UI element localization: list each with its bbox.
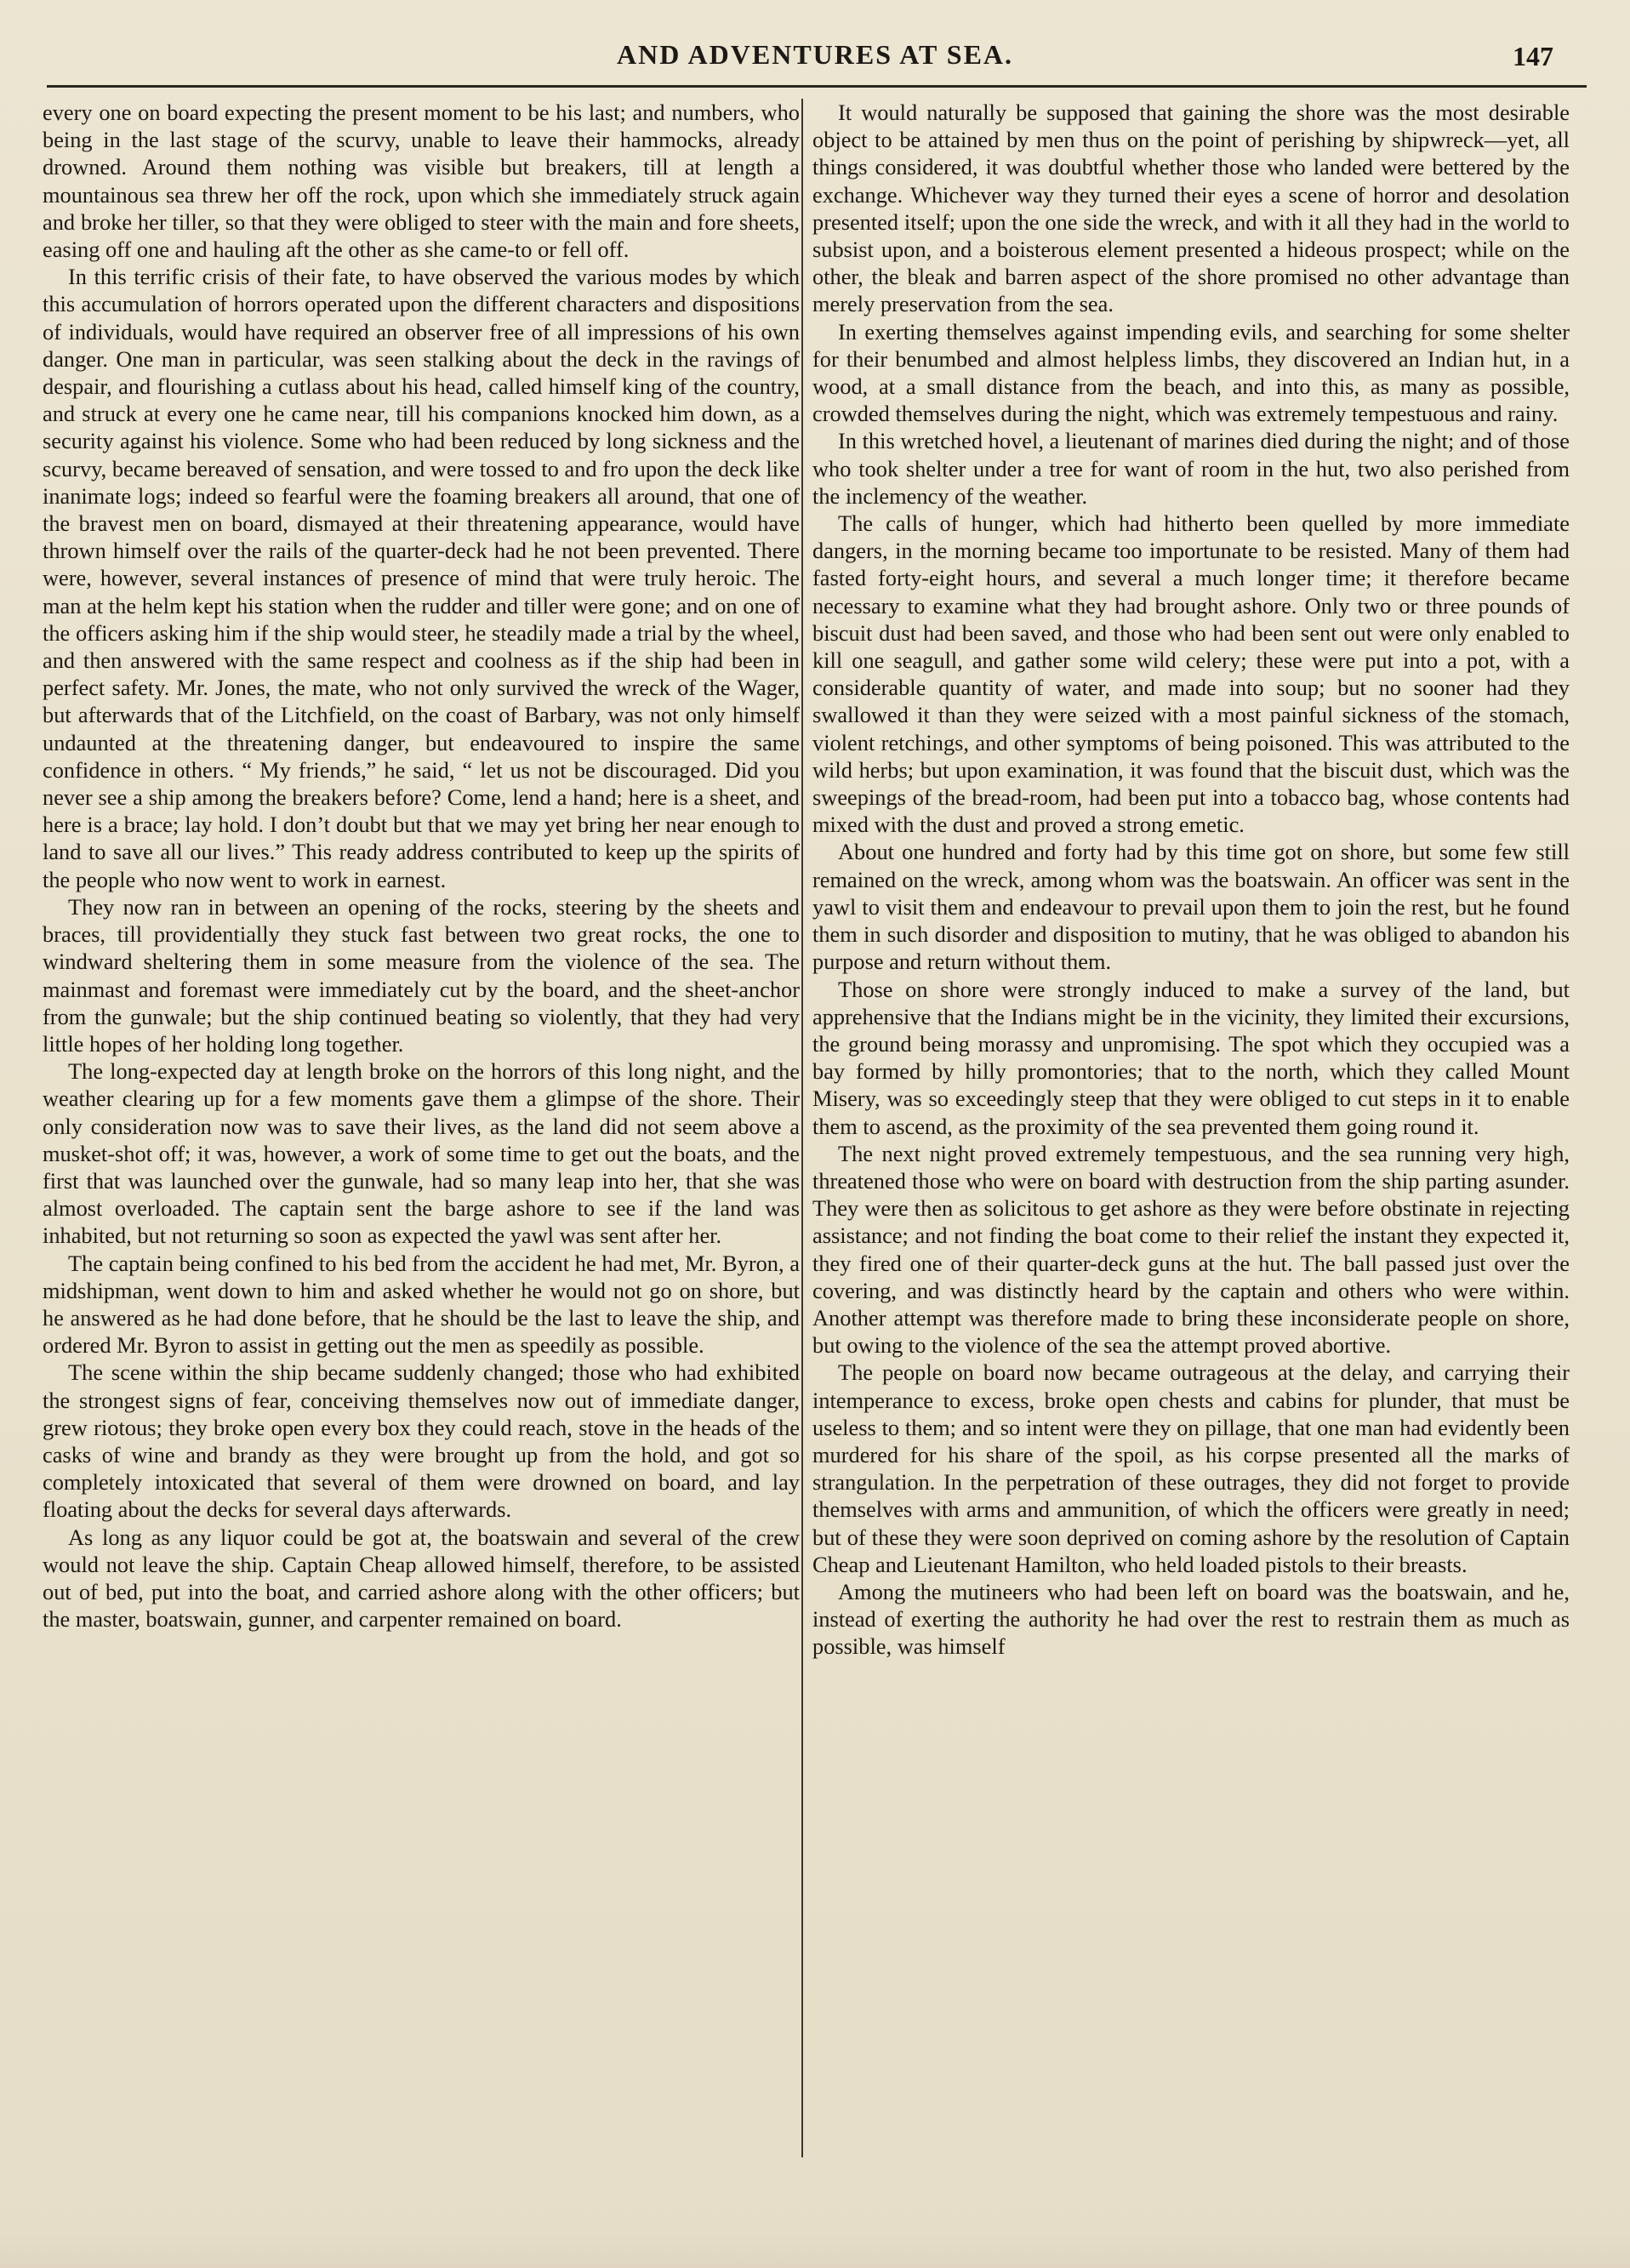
- paragraph: They now ran in between an opening of the rocks, steering by the sheets and braces, till providentially they stuck fast between two great rocks, the one to windward sheltering them in some measure from the violence of the sea. The mainmast and foremast were immediately cut by the board, and the sheet-anchor from the gunwale; but the ship continued beating so violently, that they had very little hopes of her holding long together.: [43, 893, 800, 1057]
- page-header: [0, 39, 1630, 73]
- paragraph: It would naturally be supposed that gaining the shore was the most desirable object to be attained by men thus on the point of perishing by shipwreck—yet, all things considered, it was doubtful whether those who landed were bettered by the exchange. Whichever way they turned their eyes a scene of horror and desolation presented itself; upon the one side the wreck, and with it all they had in the world to subsist upon, and a boisterous element presented a hideous prospect; while on the other, the bleak and barren aspect of the shore promised no other advantage than merely preservation from the sea.: [812, 100, 1570, 317]
- paragraph: The next night proved extremely tempestuous, and the sea running very high, threatened those who were on board with destruction from the ship parting asunder. They were then as solicitous to get ashore as they were before obstinate in rejecting assistance; and not finding the boat come to their relief the instant they expected it, they fired one of their quarter-deck guns at the hut. The ball passed just over the covering, and was distinctly heard by the captain and others who were within. Another attempt was therefore made to bring these inconsiderate people on shore, but owing to the violence of the sea the attempt proved abortive.: [812, 1140, 1570, 1359]
- page-number: 147: [1513, 41, 1553, 71]
- page-edge-shade: [0, 2234, 1630, 2268]
- paragraph: The long-expected day at length broke on the horrors of this long night, and the weather clearing up for a few moments gave them a glimpse of the shore. Their only consideration now was to save their lives, as the land did not seem above a musket-shot off; it was, however, a work of some time to get out the boats, and the first that was launched over the gunwale, had so many leap into her, that she was almost overloaded. The captain sent the barge ashore to see if the land was inhabited, but not returning so soon as expected the yawl was sent after her.: [43, 1058, 800, 1249]
- column-divider: [801, 99, 803, 2157]
- paragraph: As long as any liquor could be got at, the boatswain and several of the crew would not leave the ship. Captain Cheap allowed himself, therefore, to be assisted out of bed, put into the boat, and carried ashore along with the other officers; but the master, boatswain, gunner, and carpenter remained on board.: [43, 1524, 800, 1633]
- paragraph: About one hundred and forty had by this time got on shore, but some few still remained on the wreck, among whom was the boatswain. An officer was sent in the yawl to visit them and endeavour to prevail upon them to join the rest, but he found them in such disorder and disposition to mutiny, that he was obliged to abandon his purpose and return without them.: [812, 839, 1570, 975]
- paragraph: The scene within the ship became suddenly changed; those who had exhibited the strongest signs of fear, conceiving themselves now out of immediate danger, grew riotous; they broke open every box they could reach, stove in the heads of the casks of wine and brandy as they were brought up from the hold, and got so completely intoxicated that several of them were drowned on board, and lay floating about the decks for several days afterwards.: [43, 1359, 800, 1523]
- right-column: [812, 99, 1570, 2183]
- paragraph: every one on board expecting the present moment to be his last; and numbers, who being in the last stage of the scurvy, unable to leave their hammocks, already drowned. Around them nothing was visible but breakers, till at length a mountainous sea threw her off the rock, upon which she immediately struck again and broke her tiller, so that they were obliged to steer with the main and fore sheets, easing off one and hauling aft the other as she came-to or fell off.: [43, 100, 800, 263]
- paragraph: In exerting themselves against impending evils, and searching for some shelter for their benumbed and almost helpless limbs, they discovered an Indian hut, in a wood, at a small distance from the beach, and into this, as many as possible, crowded themselves during the night, which was extremely tempestuous and rainy.: [812, 318, 1570, 427]
- paragraph: In this wretched hovel, a lieutenant of marines died during the night; and of those who took shelter under a tree for want of room in the hut, two also perished from the inclemency of the weather.: [812, 428, 1570, 509]
- paragraph: The calls of hunger, which had hitherto been quelled by more immediate dangers, in the morning became too importunate to be resisted. Many of them had fasted forty-eight hours, and several a much longer time; it therefore became necessary to examine what they had brought ashore. Only two or three pounds of biscuit dust had been saved, and those who had been sent out were only enabled to kill one seagull, and gather some wild celery; these were put into a pot, with a considerable quantity of water, and made into soup; but no sooner had they swallowed it than they were seized with a most painful sickness of the stomach, violent retchings, and other symptoms of being poisoned. This was attributed to the wild herbs; but upon examination, it was found that the biscuit dust, which was the sweepings of the bread-room, had been put into a tobacco bag, whose contents had mixed with the dust and proved a strong emetic.: [812, 510, 1570, 838]
- paragraph: In this terrific crisis of their fate, to have observed the various modes by which this accumulation of horrors operated upon the different characters and dispositions of individuals, would have required an observer free of all impressions of his own danger. One man in particular, was seen stalking about the deck in the ravings of despair, and flourishing a cutlass about his head, called himself king of the country, and struck at every one he came near, till his companions knocked him down, as a security against his violence. Some who had been reduced by long sickness and the scurvy, became bereaved of sensation, and were tossed to and fro upon the deck like inanimate logs; indeed so fearful were the foaming breakers all around, that one of the bravest men on board, dismayed at their threatening appearance, would have thrown himself over the rails of the quarter-deck had he not been prevented. There were, however, several instances of presence of mind that were truly heroic. The man at the helm kept his station when the rudder and tiller were gone; and on one of the officers asking him if the ship would steer, he steadily made a trial by the wheel, and then answered with the same respect and coolness as if the ship had been in perfect safety. Mr. Jones, the mate, who not only survived the wreck of the Wager, but afterwards that of the Litchfield, on the coast of Barbary, was not only himself undaunted at the threatening danger, but endeavoured to inspire the same confidence in others. “ My friends,” he said, “ let us not be discouraged. Did you never see a ship among the breakers before? Come, lend a hand; here is a sheet, and here is a brace; lay hold. I don’t doubt but that we may yet bring her near enough to land to save all our lives.” This ready address contributed to keep up the spirits of the people who now went to work in earnest.: [43, 264, 800, 892]
- paragraph: Among the mutineers who had been left on board was the boatswain, and he, instead of exerting the authority he had over the rest to restrain them as much as possible, was himself: [812, 1578, 1570, 1660]
- paragraph: The people on board now became outrageous at the delay, and carrying their intemperance to excess, broke open chests and cabins for plunder, that must be useless to them; and so intent were they on pillage, that one man had evidently been murdered for his share of the spoil, as his corpse presented all the marks of strangulation. In the perpetration of these outrages, they did not forget to provide themselves with arms and ammunition, of which the officers were greatly in need; but of these they were soon deprived on coming ashore by the resolution of Captain Cheap and Lieutenant Hamilton, who held loaded pistols to their breasts.: [812, 1359, 1570, 1577]
- header-rule: [47, 85, 1587, 88]
- left-column: [43, 99, 800, 2183]
- paragraph: The captain being confined to his bed from the accident he had met, Mr. Byron, a midshipman, went down to him and asked whether he would not go on shore, but he answered as he had done before, that he should be the last to leave the ship, and ordered Mr. Byron to assist in getting out the men as speedily as possible.: [43, 1250, 800, 1359]
- running-head: AND ADVENTURES AT SEA.: [616, 39, 1014, 70]
- paragraph: Those on shore were strongly induced to make a survey of the land, but apprehensive that the Indians might be in the vicinity, they limited their excursions, the ground being morassy and unpromising. The spot which they occupied was a bay formed by hilly promontories; that to the north, which they called Mount Misery, was so exceedingly steep that they were obliged to cut steps in it to enable them to ascend, as the proximity of the sea prevented them going round it.: [812, 976, 1570, 1139]
